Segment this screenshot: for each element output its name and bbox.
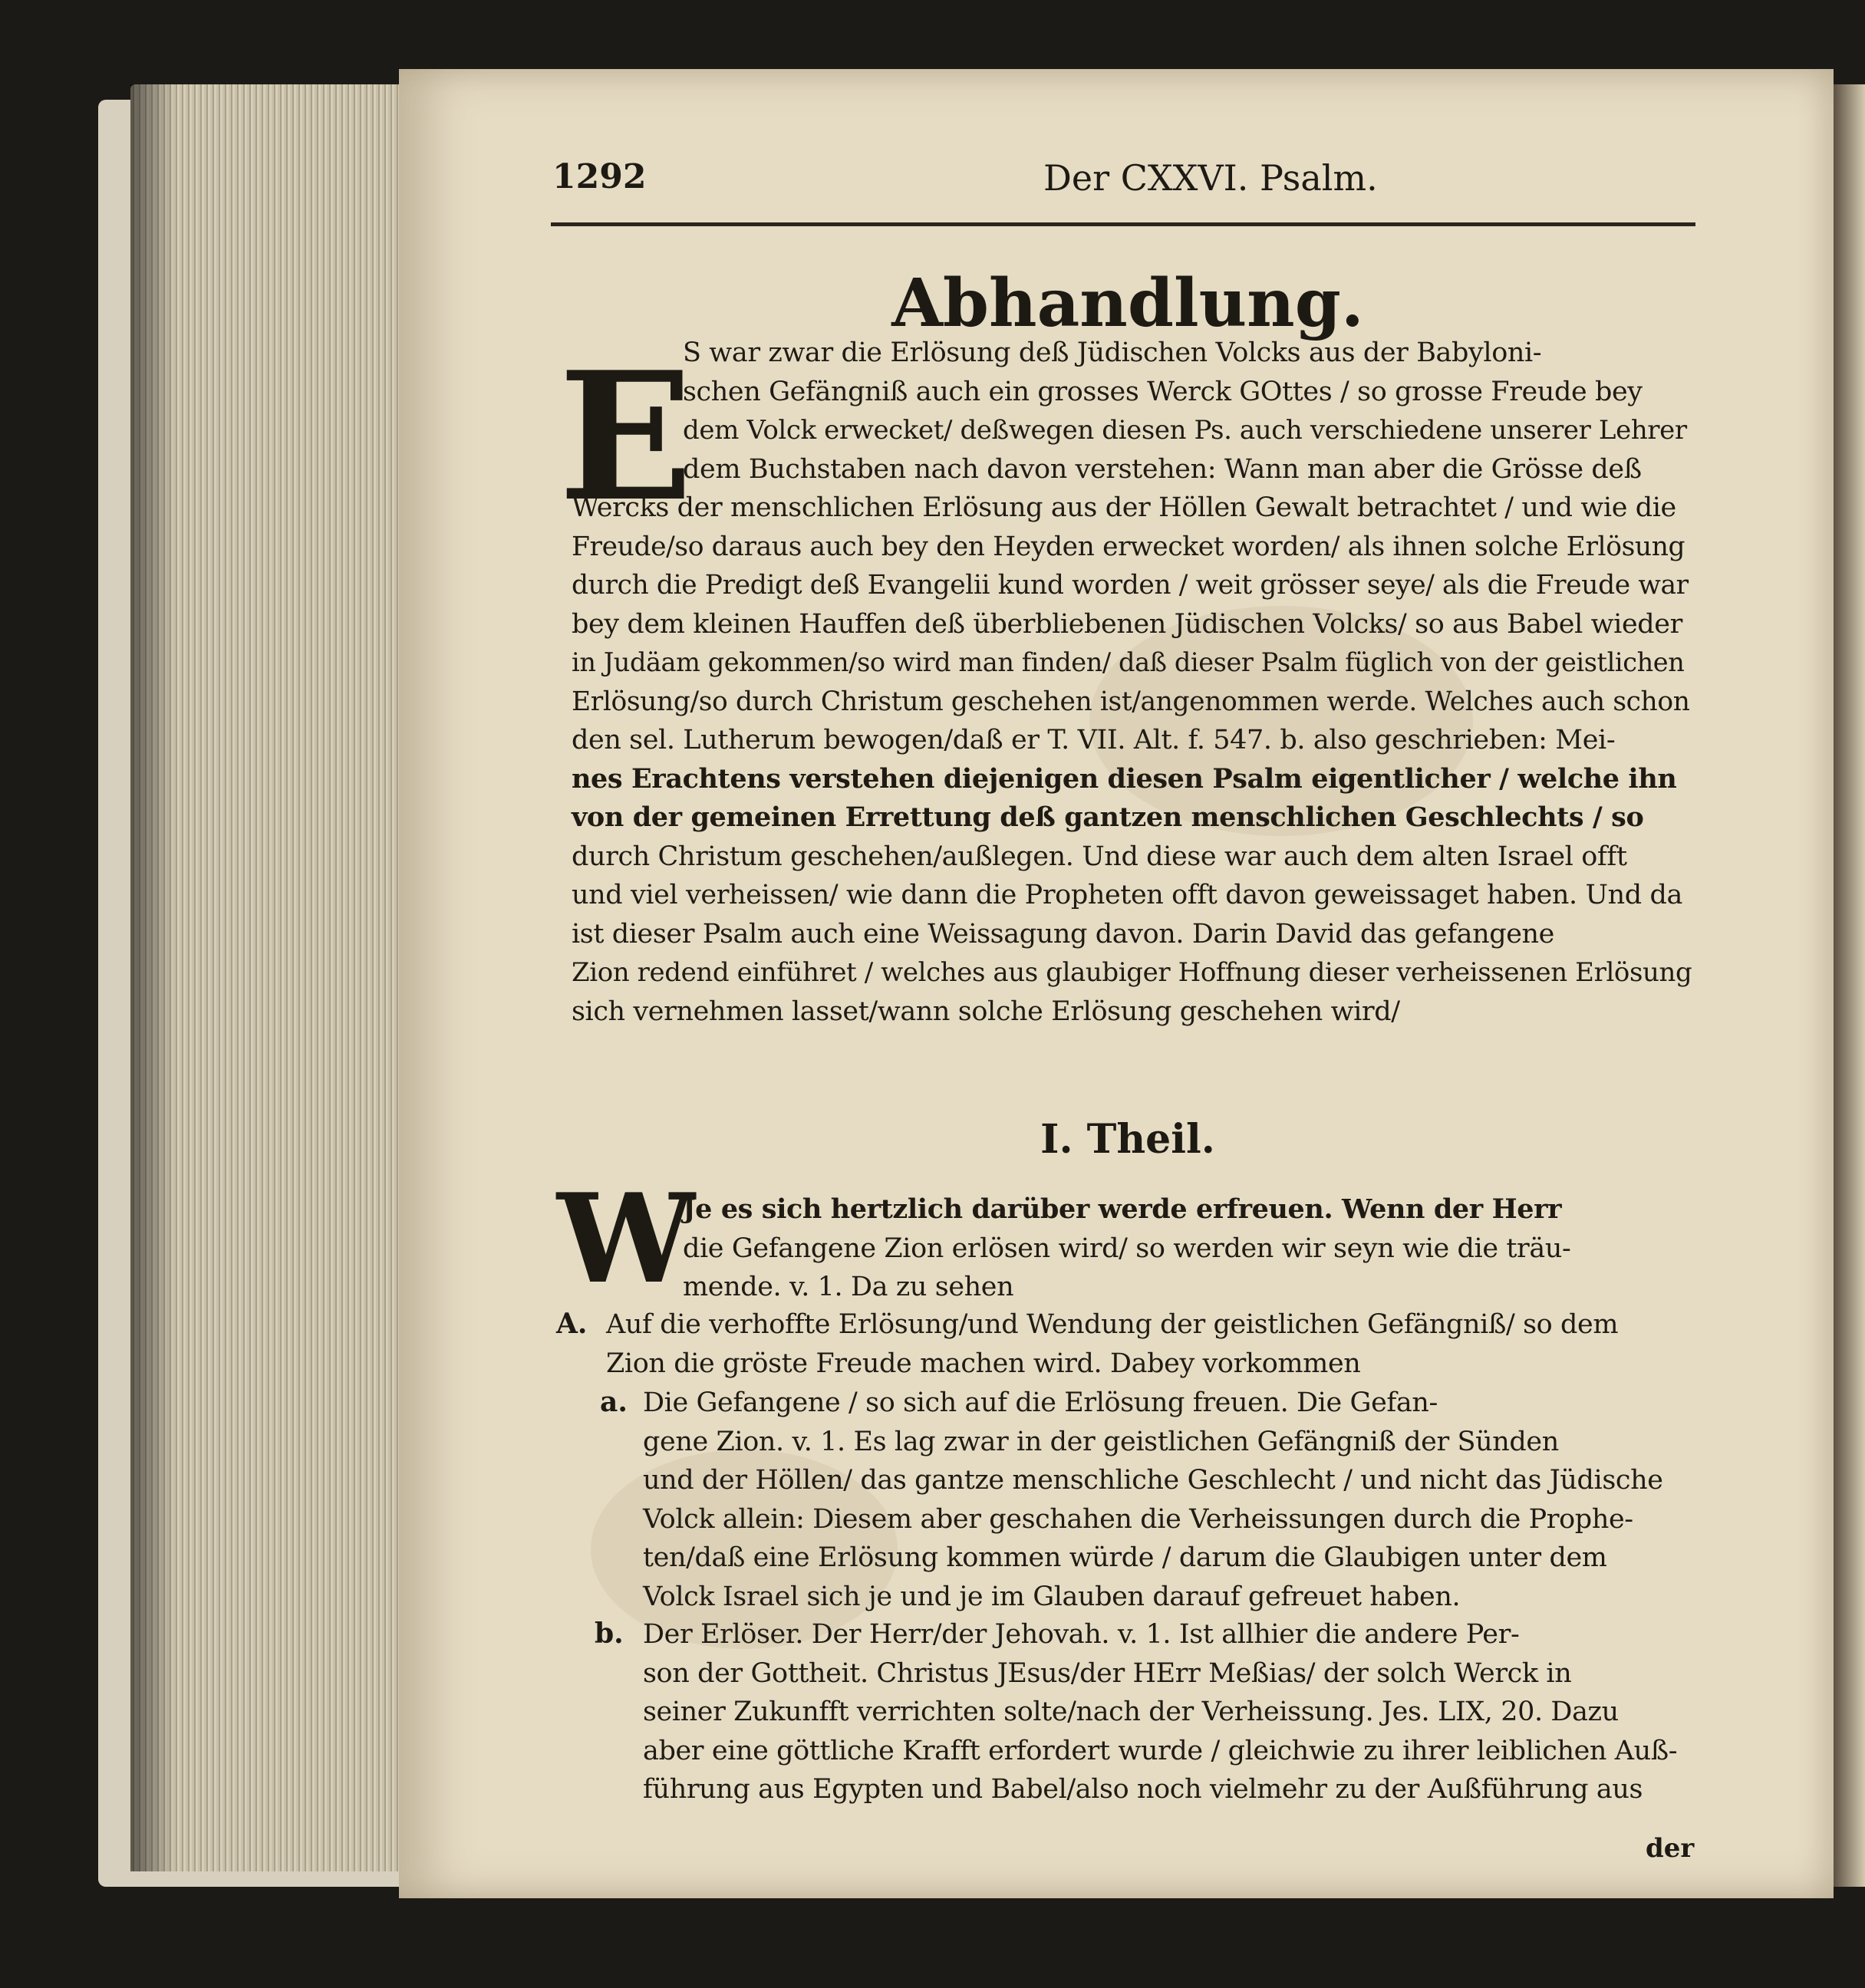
intro-paragraph xyxy=(572,334,1692,1031)
text-line: ten/daß eine Erlösung kommen würde / darum die Glaubigen unter dem xyxy=(643,1542,1607,1573)
text-line: seiner Zukunfft verrichten solte/nach der Verheissung. Jes. LIX, 20. Dazu xyxy=(643,1697,1619,1727)
text-line: sich vernehmen lasset/wann solche Erlösung geschehen wird/ xyxy=(572,996,1400,1027)
text-line: Wercks der menschlichen Erlösung aus der Höllen Gewalt betrachtet / und wie die xyxy=(572,492,1676,523)
point-marker-b: b. xyxy=(595,1618,624,1650)
text-line: in Judäam gekommen/so wird man finden/ daß dieser Psalm füglich von der geistlichen xyxy=(572,647,1685,677)
text-line: und der Höllen/ das gantze menschliche Geschlecht / und nicht das Jüdische xyxy=(643,1465,1663,1496)
part1-dropcap: W xyxy=(557,1167,695,1311)
intro-dropcap: E xyxy=(559,334,694,541)
page-header xyxy=(552,157,1703,211)
text-line: Der Erlöser. Der Herr/der Jehovah. v. 1. Ist allhier die andere Per- xyxy=(643,1619,1520,1650)
text-line: dem Buchstaben nach davon verstehen: Wann man aber die Grösse deß xyxy=(683,453,1642,485)
point-b-paragraph xyxy=(643,1615,1695,1809)
text-line: führung aus Egypten und Babel/also noch vielmehr zu der Außführung aus xyxy=(643,1774,1643,1805)
text-line: Auf die verhoffte Erlösung/und Wendung der geistlichen Gefängniß/ so dem xyxy=(606,1309,1619,1340)
text-line: aber eine göttliche Krafft erfordert wurde / gleichwie zu ihrer leiblichen Auß- xyxy=(643,1735,1678,1766)
point-a-paragraph xyxy=(643,1384,1695,1616)
header-rule xyxy=(551,222,1695,226)
text-line: bey dem kleinen Hauffen deß überbliebenen Jüdischen Volcks/ so aus Babel wieder xyxy=(572,608,1682,640)
text-line: und viel verheissen/ wie dann die Propheten offt davon geweissaget haben. Und da xyxy=(572,880,1682,910)
text-line: mende. v. 1. Da zu sehen xyxy=(683,1272,1014,1302)
text-line: S war zwar die Erlösung deß Jüdischen Volcks aus der Babyloni- xyxy=(683,337,1542,368)
text-line: Zion die gröste Freude machen wird. Dabey vorkommen xyxy=(606,1348,1361,1379)
text-line: die Gefangene Zion erlösen wird/ so werden wir seyn wie die träu- xyxy=(683,1233,1571,1264)
point-marker-a: a. xyxy=(600,1386,628,1418)
text-line: den sel. Lutherum bewogen/daß er T. VII. Alt. f. 547. b. also geschrieben: Mei- xyxy=(572,725,1616,755)
text-line: von der gemeinen Errettung deß gantzen menschlichen Geschlechts / so xyxy=(572,801,1644,833)
text-line: Je es sich hertzlich darüber werde erfreuen. Wenn der Herr xyxy=(683,1193,1562,1225)
book-page xyxy=(399,69,1834,1898)
edge-shadow xyxy=(130,84,176,1871)
text-line: ist dieser Psalm auch eine Weissagung davon. Darin David das gefangene xyxy=(572,918,1554,950)
text-line: durch die Predigt deß Evangelii kund worden / weit grösser seye/ als die Freude war xyxy=(572,570,1689,601)
text-line: Erlösung/so durch Christum geschehen ist/angenommen werde. Welches auch schon xyxy=(572,686,1690,717)
part1-paragraph xyxy=(683,1190,1695,1307)
facing-page-gutter xyxy=(1834,84,1865,1887)
text-line: son der Gottheit. Christus JEsus/der HErr Meßias/ der solch Werck in xyxy=(643,1657,1572,1689)
text-line: nes Erachtens verstehen diejenigen diesen Psalm eigentlicher / welche ihn xyxy=(572,762,1677,795)
text-line: durch Christum geschehen/außlegen. Und diese war auch dem alten Israel offt xyxy=(572,841,1627,872)
running-title: Der CXXVI. Psalm. xyxy=(1043,157,1378,199)
text-line: Volck allein: Diesem aber geschahen die Verheissungen durch die Prophe- xyxy=(643,1503,1633,1535)
section-heading: I. Theil. xyxy=(1040,1116,1215,1163)
text-line: Freude/so daraus auch bey den Heyden erwecket worden/ als ihnen solche Erlösung xyxy=(572,531,1685,562)
catchword: der xyxy=(1646,1833,1695,1864)
point-marker-A: A. xyxy=(556,1308,588,1340)
point-A-paragraph xyxy=(606,1305,1695,1383)
text-line: dem Volck erwecket/ deßwegen diesen Ps. auch verschiedene unserer Lehrer xyxy=(683,415,1687,446)
text-line: gene Zion. v. 1. Es lag zwar in der geistlichen Gefängniß der Sünden xyxy=(643,1426,1559,1457)
text-line: schen Gefängniß auch ein grosses Werck GOttes / so grosse Freude bey xyxy=(683,376,1643,407)
text-line: Die Gefangene / so sich auf die Erlösung freuen. Die Gefan- xyxy=(643,1387,1438,1418)
page-number: 1292 xyxy=(552,157,647,196)
page-title: Abhandlung. xyxy=(891,265,1364,342)
text-line: Zion redend einführet / welches aus glaubiger Hoffnung dieser verheissenen Erlösung xyxy=(572,957,1692,988)
text-line: Volck Israel sich je und je im Glauben darauf gefreuet haben. xyxy=(643,1581,1461,1612)
